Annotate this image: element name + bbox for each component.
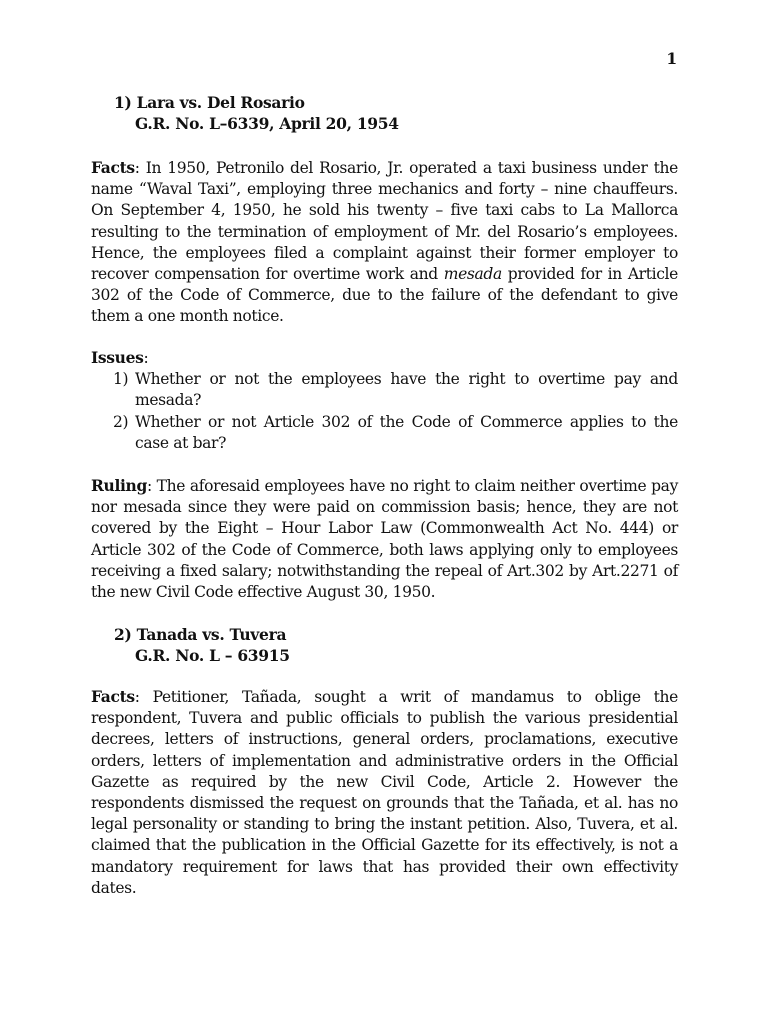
case-1-facts <box>91 157 678 328</box>
case-2-title: 2) Tanada vs. Tuvera <box>114 625 287 644</box>
facts-text: : Petitioner, Tañada, sought a writ of mandamus to oblige the respondent, Tuvera and public officials to publish the various presidential decrees, letters of instructions, general orders, proclamations, executive orders, letters of implementation and administrative orders in the Official Gazette as required by the new Civil Code, Article 2. However the respondents dismissed the request on grounds that the Tañada, et al. has no legal personality or standing to bring the instant petition. Also, Tuvera, et al. claimed that the publication in the Official Gazette for its effectively, is not a mandatory requirement for laws that has provided their own effectivity dates. <box>91 688 678 897</box>
issues-label: Issues <box>91 348 144 367</box>
facts-label: Facts <box>91 158 135 177</box>
case-2-citation: G.R. No. L – 63915 <box>135 646 290 665</box>
case-1-ruling <box>91 475 678 603</box>
case-1-heading <box>91 92 678 134</box>
facts-italic-term: mesada <box>443 265 502 284</box>
facts-label: Facts <box>91 687 135 706</box>
case-1-issues: Issues: 1) Whether or not the employees have the right to overtime pay and mesada? 2) Whether or not Article 302 of the Code of Commerce applies to the case at bar? <box>91 347 678 454</box>
facts-text-a: : In 1950, Petronilo del Rosario, Jr. operated a taxi business under the name “Waval Taxi”, employing three mechanics and forty – nine chauffeurs. On September 4, 1950, he sold his twenty – five taxi cabs to La Mallorca resulting to the termination of employment of Mr. del Rosario’s employees. Hence, the employees filed a complaint against their former employer to recover compensation for overtime work and <box>91 159 678 284</box>
ruling-text: : The aforesaid employees have no right to claim neither overtime pay nor mesada since they were paid on commission basis; hence, they are not covered by the Eight – Hour Labor Law (Commonwealth Act No. 444) or Article 302 of the Code of Commerce, both laws applying only to employees receiving a fixed salary; notwithstanding the repeal of Art.302 by Art.2271 of the new Civil Code effective August 30, 1950. <box>91 477 678 602</box>
page-number: 1 <box>666 49 677 68</box>
case-2-heading <box>91 624 678 666</box>
case-1-title: 1) Lara vs. Del Rosario <box>114 93 305 112</box>
facts-text-b: provided for in Article 302 of the Code of Commerce, due to the failure of the defendant to give them a one month notice. <box>91 265 678 326</box>
ruling-label: Ruling <box>91 476 147 495</box>
case-1-citation: G.R. No. L–6339, April 20, 1954 <box>135 114 399 133</box>
case-2-facts <box>91 686 678 899</box>
issue-item: 2) Whether or not Article 302 of the Code of Commerce applies to the case at bar? <box>113 412 678 452</box>
issues-list <box>91 369 678 454</box>
issue-item: 1) Whether or not the employees have the right to overtime pay and mesada? <box>113 370 678 410</box>
